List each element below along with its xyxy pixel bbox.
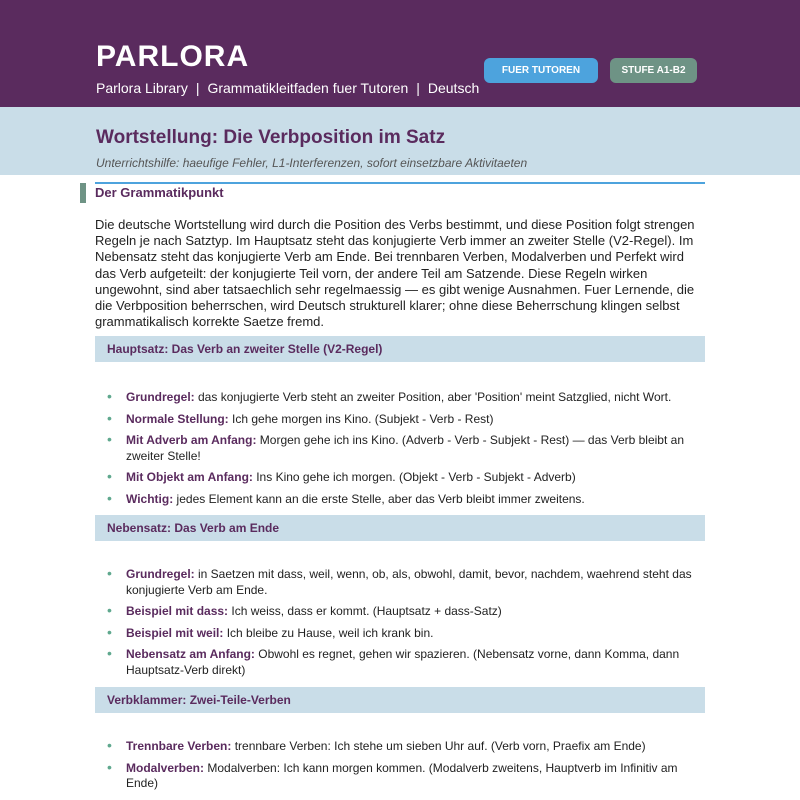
bullet-icon: •: [107, 565, 112, 581]
item-text: Ich weiss, dass er kommt. (Hauptsatz + dass-Satz): [228, 604, 502, 618]
item-label: Trennbare Verben:: [126, 739, 232, 753]
rule-list-hauptsatz: [95, 390, 705, 513]
list-item: [95, 758, 705, 792]
item-label: Grundregel:: [126, 567, 195, 581]
subsection-header-hauptsatz: [95, 336, 705, 362]
bullet-icon: •: [107, 758, 112, 775]
subsection-header-verbklammer: [95, 687, 705, 713]
item-label: Grundregel:: [126, 390, 195, 404]
bullet-icon: •: [107, 623, 112, 640]
item-text: Ins Kino gehe ich morgen. (Objekt - Verb - Subjekt - Adverb): [252, 470, 576, 484]
section-divider: [95, 182, 705, 184]
bullet-icon: •: [107, 602, 112, 618]
subsection-title: Verbklammer: Zwei-Teile-Verben: [107, 693, 291, 707]
page-subtitle: Unterrichtshilfe: haeufige Fehler, L1-Interferenzen, sofort einsetzbare Aktivitaeten: [96, 156, 528, 170]
subsection-title: Nebensatz: Das Verb am Ende: [107, 521, 280, 535]
item-text: in Saetzen mit dass, weil, wenn, ob, als, obwohl, damit, bevor, nachdem, waehrend steht das konjugierte Verb am Ende.: [126, 567, 692, 597]
breadcrumb-library[interactable]: Parlora Library: [96, 80, 188, 96]
breadcrumb-separator: |: [195, 80, 200, 96]
breadcrumb-language[interactable]: Deutsch: [427, 80, 480, 96]
item-text: Ich gehe morgen ins Kino. (Subjekt - Verb - Rest): [228, 411, 494, 426]
list-item: [95, 489, 705, 508]
list-item: [95, 470, 705, 486]
rule-list-verbklammer: [95, 739, 705, 798]
item-label: Mit Objekt am Anfang:: [126, 470, 253, 484]
section-accent-bar: [80, 183, 86, 203]
brand-logo[interactable]: PARLORA: [96, 40, 250, 73]
item-label: Nebensatz am Anfang:: [126, 647, 255, 661]
item-text: Morgen gehe ich ins Kino. (Adverb - Verb - Subjekt - Rest) — das Verb bleibt an zweiter Stelle!: [126, 433, 684, 463]
item-text: das konjugierte Verb steht an zweiter Position, aber 'Position' meint Satzglied, nicht Wort.: [194, 390, 672, 404]
item-text: jedes Element kann an die erste Stelle, aber das Verb bleibt immer zweitens.: [173, 491, 585, 506]
item-text: Obwohl es regnet, gehen wir spazieren. (Nebensatz vorne, dann Komma, dann Hauptsatz-Verb direkt): [126, 647, 680, 677]
list-item: [95, 409, 705, 428]
breadcrumb-separator: |: [416, 80, 420, 96]
breadcrumb-guide[interactable]: Grammatikleitfaden fuer Tutoren: [207, 80, 409, 96]
item-label: Beispiel mit weil:: [126, 625, 224, 640]
bullet-icon: •: [107, 388, 112, 404]
item-label: Wichtig:: [126, 491, 174, 506]
bullet-icon: •: [107, 431, 112, 447]
list-item: [95, 433, 705, 464]
bullet-icon: •: [107, 737, 112, 753]
level-badge-button[interactable]: STUFE A1-B2: [610, 58, 697, 83]
item-label: Beispiel mit dass:: [126, 604, 229, 618]
subsection-title: Hauptsatz: Das Verb an zweiter Stelle (V2-Regel): [107, 342, 383, 356]
site-header: [0, 0, 800, 107]
bullet-icon: •: [107, 468, 112, 484]
page-title: Wortstellung: Die Verbposition im Satz: [96, 127, 446, 148]
list-item: [95, 567, 705, 598]
bullet-icon: •: [107, 645, 112, 661]
bullet-icon: •: [107, 489, 112, 506]
item-text: Modalverben: Ich kann morgen kommen. (Modalverb zweitens, Hauptverb im Infinitiv am Ende): [126, 760, 678, 790]
tutor-badge-button[interactable]: FUER TUTOREN: [484, 58, 598, 83]
section-title: Der Grammatikpunkt: [95, 185, 224, 200]
list-item: [95, 647, 705, 678]
list-item: [95, 604, 705, 620]
rule-list-nebensatz: [95, 567, 705, 684]
intro-paragraph: Die deutsche Wortstellung wird durch die Position des Verbs bestimmt, und diese Position folgt strengen Regeln je nach Satztyp. Im Hauptsatz steht das konjugierte Verb immer an zweiter Stelle (V2-Regel). Im Nebensatz steht das konjugierte Verb am Ende. Bei trennbaren Verben, Modalverben und Perfekt wird das Verb aufgeteilt: der konjugierte Teil vorn, der andere Teil am Satzende. Diese Regeln wirken ungewohnt, sind aber tatsaechlich sehr regelmaessig — es gibt wenige Ausnahmen. Fuer Lernende, die die Verbposition beherrschen, wird Deutsch strukturell klarer; ohne diese Beherrschung klingen selbst grammatikalisch korrekte Saetze fremd.: [95, 217, 695, 330]
item-label: Normale Stellung:: [126, 411, 229, 426]
item-text: Ich bleibe zu Hause, weil ich krank bin.: [223, 625, 434, 640]
item-label: Mit Adverb am Anfang:: [126, 433, 257, 447]
list-item: [95, 390, 705, 406]
breadcrumb: [96, 79, 479, 97]
subsection-header-nebensatz: [95, 515, 705, 541]
list-item: [95, 623, 705, 642]
list-item: [95, 739, 705, 755]
bullet-icon: •: [107, 409, 112, 426]
item-text: trennbare Verben: Ich stehe um sieben Uhr auf. (Verb vorn, Praefix am Ende): [231, 739, 646, 753]
item-label: Modalverben:: [126, 760, 205, 775]
